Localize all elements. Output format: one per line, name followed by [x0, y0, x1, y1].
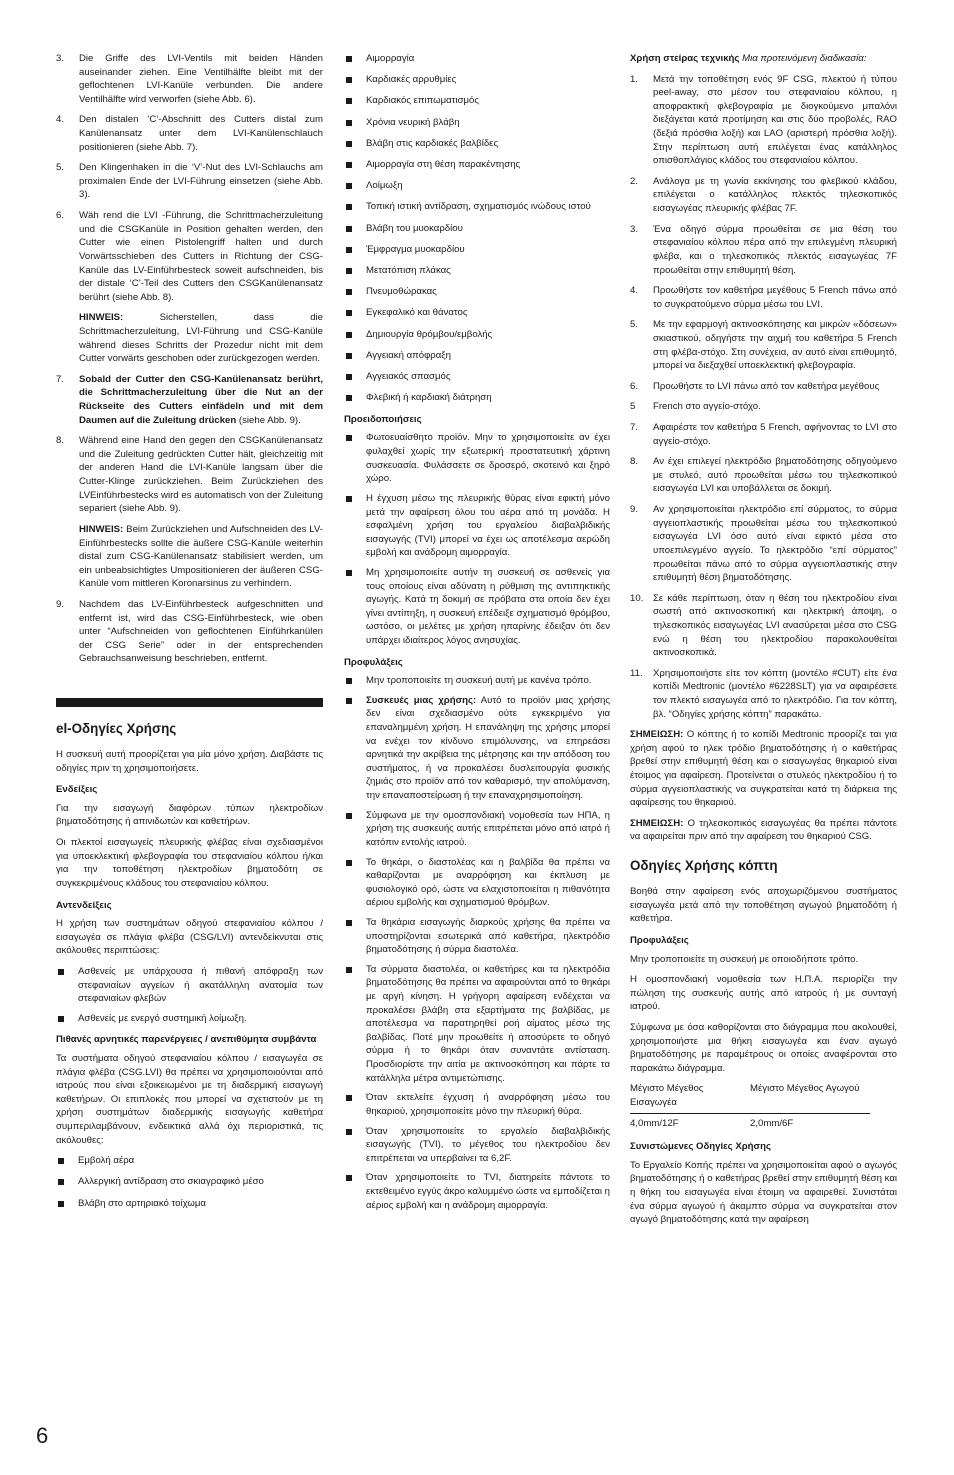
list-item: 2. Ανάλογα με τη γωνία εκκίνησης του φλεβικού κλάδου, επιλέγεται ο κατάλληλος πλεκτός τηλεσκοπικός εισαγωγέας πλευρικής φλέβας 7F.	[630, 175, 897, 215]
list-item: Φλεβική ή καρδιακή διάτρηση	[344, 391, 610, 405]
page-number: 6	[36, 1423, 49, 1448]
list-item: 9. Nachdem das LV-Einführbesteck aufgeschnitten und entfernt ist, wird das CSG-Einführbesteck, wie oben unter “Aufschneiden von geflochtenen Einführkanülen der CSG Serie” oder in der entsprechenden Gebrauchsanweisung beschrieben, entfernt.	[56, 598, 323, 665]
list-item: Το θηκάρι, ο διαστολέας και η βαλβίδα θα πρέπει να καθαρίζονται με αναρρόφηση και έκπλυση με φυσιολογικό ορό, ώστε να ελαχιστοποιείται η πιθανότητα αέριου εμβολής και σχηματισμού θρόμβων.	[344, 856, 610, 910]
intro-text: Η συσκευή αυτή προορίζεται για μία μόνο χρήση. Διαβάστε τις οδηγίες πριν τη χρησιμοποιήσετε.	[56, 749, 323, 774]
indications-text-2: Οι πλεκτοί εισαγωγείς πλευρικής φλέβας είναι σχεδιασμένοι για υποεκλεκτική φλεβογραφία του στεφανιαίου κόλπου ή/και για την τοποθέτηση ηλεκτροδίων βηματοδότη σε συγκεκριμένους κλάδους του στεφανιαίου κόλπου.	[56, 837, 323, 889]
list-item: Ασθενείς με ενεργό συστημική λοίμωξη.	[56, 1012, 323, 1026]
list-item: 9. Αν χρησιμοποιείται ηλεκτρόδιο επί σύρματος, το σύρμα αγγειοπλαστικής προωθείται μέσω του τηλεσκοπικού εισαγωγέα LVI όσο αυτό είναι εφικτό μέσα στο υποεπιλεγμένο αγγείο. Το ηλεκτρόδιο “επί σύρματος” προωθείται πάνω από το σύρμα αγγειοπλαστικής στην επιθυμητή θέση βηματοδότησης.	[630, 504, 897, 584]
indications-text: Για την εισαγωγή διαφόρων τύπων ηλεκτροδίων βηματοδότησης ή απινιδωτών και καθετήρων.	[56, 802, 323, 828]
list-item: 3. Ένα οδηγό σύρμα προωθείται σε μια θέση του στεφανιαίου κόλπου πέρα από την επιλεγμένη πλευρική φλέβα, και ο τηλεσκοπικός πλεκτός εισαγωγέας 7F προωθείται στην επιθυμητή θέση.	[630, 223, 897, 276]
indications-heading: Ενδείξεις	[56, 784, 98, 796]
list-item: 5. Με την εφαρμογή ακτινοσκόπησης και μικρών «δόσεων» σκιαστικού, οδηγήστε την αιχμή του καθετήρα 5 French στη φλέβα-στόχο. Στη συνέχεια, αν αυτό είναι επιθυμητό, μπορεί να διεξαχθεί υποεκλεκτική φλεβογραφία.	[630, 319, 897, 372]
list-item: Η έγχυση μέσω της πλευρικής θύρας είναι εφικτή μόνο μετά την αφαίρεση όλου του αέρα από τη μονάδα. Η εσφαλμένη χρήση του εργαλείου διαβαλβιδικής εισαγωγής (TVI) μπορεί να έχει ως αποτέλεσμα αερώδη εμβολή και ανάδρομη αιμορραγία.	[344, 492, 610, 560]
warnings-heading: Προειδοποιήσεις	[344, 413, 422, 425]
list-item: 5. Den Klingenhaken in die ‘V’-Nut des LVI-Schlauchs am proximalen Ende der LVI-Führung einsetzen (siehe Abb. 3).	[56, 162, 323, 201]
list-item: Όταν χρησιμοποιείτε το TVI, διατηρείτε πάντοτε το εκτεθειμένο εγγύς άκρο καλυμμένο ώστε να εμποδίζεται η αέριος εμβολή και η ανάδρομη αιμορραγία.	[344, 1171, 610, 1212]
recommended-instructions-heading: Συνιστώμενες Οδηγίες Χρήσης	[630, 1141, 771, 1153]
list-item: Μην τροποποιείτε τη συσκευή αυτή με κανένα τρόπο.	[344, 674, 610, 688]
adverse-effects-text: Τα συστήματα οδηγού στεφανιαίου κόλπου / εισαγωγέα σε πλάγια φλέβα (CSG.LVI) θα πρέπει να χρησιμοποιούνται από ιατρούς που είναι εξοικειωμένοι με τη διαδερμική εισαγωγή καθετήρων. Οι επιπλοκές που μπορεί να σχετιστούν με τη χρήση συστημάτων διαδερμικής εισαγωγής καθετήρα συμπεριλαμβάνουν, ενδεικτικά αλλά όχι περιοριστικά, τις ακόλουθες:	[56, 1052, 323, 1146]
table-header-cell: Μέγιστο Μέγεθος Αγωγού	[750, 1082, 870, 1113]
column-right	[630, 52, 897, 1234]
list-item: Βλάβη στις καρδιακές βαλβίδες	[344, 137, 610, 151]
contraindications-list	[56, 965, 323, 1025]
cutter-intro: Βοηθά στην αφαίρεση ενός αποχωριζόμενου συστήματος εισαγωγέα μετά από την τοποθέτηση αγωγού βηματοδότη ή καθετήρα.	[630, 886, 897, 925]
note-hinweis-1: HINWEIS: Sicherstellen, dass die Schrittmacherzuleitung, LVI-Führung und CSG-Kanüle während dieses Schritts der Prozedur nicht mit dem Cutter vorwärts geschoben oder zurückgezogen werden.	[79, 312, 323, 365]
list-item: 4. Den distalen ‘C’-Abschnitt des Cutters distal zum Kanülenansatz unter dem LVI-Kanülenschlauch positionieren (siehe Abb. 7).	[56, 114, 323, 153]
precautions-heading: Προφυλάξεις	[344, 656, 403, 668]
recommended-instructions-text: Το Εργαλείο Κοπής πρέπει να χρησιμοποιείται αφού ο αγωγός βηματοδότησης ή ο καθετήρας βρεθεί στην επιθυμητή θέση και η θήκη του εισαγωγέα είναι έτοιμη να αφαιρεθεί. Συνιστάται ένα σύρμα αγωγού ή άκαμπτο σύρμα να συγκρατείται στον αγωγό βηματοδότησης κατά την αφαίρεση	[630, 1159, 897, 1226]
list-item: 11. Χρησιμοποιήστε είτε τον κόπτη (μοντέλο #CUT) είτε ένα κοπίδι Medtronic (μοντέλο #6228SLT) για να αφαιρέσετε τον πλεκτό εισαγωγέα από το ηλεκτρόδιο. Για τον κόπτη, βλ. “Οδηγίες χρήσης κόπτη” παρακάτω.	[630, 667, 897, 720]
note-1: ΣΗΜΕΙΩΣΗ: Ο κόπτης ή το κοπίδι Medtronic προορίζε ται για χρήση αφού το ηλεκ τρόδιο βηματοδότησης ή ο καθετήρας βρεθεί στην επιθυμητή θέση και ο εισαγωγέας θηκαριού είναι έτοιμος για αφαίρεση. Προτείνεται ο στυλεός ηλεκτροδίου ή το σύρμα αγγειοπλαστικής να συγκρατείται κατά τη διάρκεια της αφαίρεσης του θηκαριού.	[630, 729, 897, 809]
table-cell: 4,0mm/12F	[630, 1117, 679, 1129]
list-item: Καρδιακές αρρυθμίες	[344, 73, 610, 87]
list-item: 10. Σε κάθε περίπτωση, όταν η θέση του ηλεκτροδίου είναι σωστή από ακτινοσκοπική και ηλεκτρική άποψη, ο τηλεσκοπικός εισαγωγέας LVI ανασύρεται μέσα στο CSG ενώ η θέση του ηλεκτροδίου παρακολουθείται ακτινοσκοπικά.	[630, 592, 897, 659]
contraindications-text: Η χρήση των συστημάτων οδηγού στεφανιαίου κόλπου / εισαγωγέα σε πλάγια φλέβα (CSG/LVI) αντενδείκνυται στις ακόλουθες περιπτώσεις:	[56, 918, 323, 957]
list-item: Εμβολή αέρα	[56, 1154, 323, 1168]
list-item: Βλάβη στο αρτηριακό τοίχωμα	[56, 1197, 323, 1211]
precautions-list-continued	[344, 809, 610, 1212]
list-item: Ασθενείς με υπάρχουσα ή πιθανή απόφραξη των στεφανιαίων αγγείων ή ακατάλληλη ανατομία των στεφανιαίων φλεβών	[56, 965, 323, 1006]
size-table	[630, 1082, 870, 1132]
column-middle	[344, 52, 610, 1218]
list-item: Τα θηκάρια εισαγωγής διαρκούς χρήσης θα πρέπει να υποστηρίζονται εσωτερικά από καθετήρα, ηλεκτρόδιο βηματοδότησης ή σύρμα διαστολέα.	[344, 916, 610, 957]
section-title: el-Οδηγίες Χρήσης	[56, 720, 177, 736]
list-item: 6. Wäh rend die LVI -Führung, die Schrittmacherzuleitung und die CSGKanüle in Position gehalten werden, den Cutter wie einen Pistolengriff halten und durch Vorwärtsschieben des Cutters in Richtung der CSG-Kanüle das LV-Einführbesteck soweit aufschneiden, bis der distale ‘C’-Teil des Cutters den CSGKanülenansatz berührt (siehe Abb. 8).	[56, 210, 323, 303]
adverse-effects-list-continued	[344, 52, 610, 405]
warnings-list	[344, 431, 610, 647]
cutter-precautions-heading: Προφυλάξεις	[630, 934, 689, 946]
list-item: Όταν χρησιμοποιείτε το εργαλείο διαβαλβιδικής εισαγωγής (TVI), το μέγεθος του ηλεκτροδίου δεν επιτρέπεται να υπερβαίνει τα 6,2F.	[344, 1125, 610, 1166]
cutter-section-title: Οδηγίες Χρήσης κόπτη	[630, 858, 778, 874]
list-item: Τοπική ιστική αντίδραση, σχηματισμός ινώδους ιστού	[344, 200, 610, 214]
list-item: Εγκεφαλικό και θάνατος	[344, 306, 610, 320]
list-item: Δημιουργία θρόμβου/εμβολής	[344, 328, 610, 342]
list-item: Αιμορραγία	[344, 52, 610, 66]
contraindications-heading: Αντενδείξεις	[56, 899, 112, 911]
table-header-cell: Μέγιστο Μέγεθος Εισαγωγέα	[630, 1082, 750, 1113]
procedure-steps-list	[630, 73, 897, 722]
list-item: Σύμφωνα με την ομοσπονδιακή νομοθεσία των ΗΠΑ, η χρήση της συσκευής αυτής επιτρέπεται μόνο από ιατρό ή κατόπιν εντολής ιατρού.	[344, 809, 610, 850]
table-row	[630, 1113, 870, 1132]
note-hinweis-2: HINWEIS: Beim Zurückziehen und Aufschneiden des LV-Einführbestecks sollte die äußere CSG-Kanüle weiterhin distal zum CSG-Kanülenansatz stabilisiert werden, um ein unbeabsichtigtes Umpositionieren der äußeren CSG-Kanüle vom mittleren Koronarsinus zu verhindern.	[79, 523, 323, 590]
list-item: Όταν εκτελείτε έγχυση ή αναρρόφηση μέσω του θηκαριού, χρησιμοποιείτε μόνο την πλευρική θύρα.	[344, 1091, 610, 1118]
adverse-effects-heading: Πιθανές αρνητικές παρενέργειες / ανεπιθύμητα συμβάντα	[56, 1034, 317, 1046]
list-item: Αγγειακή απόφραξη	[344, 349, 610, 363]
procedure-heading: Χρήση στείρας τεχνικής Μια προτεινόμενη διαδικασία:	[630, 53, 867, 64]
precautions-list	[344, 674, 610, 802]
list-item: Αλλεργική αντίδραση στο σκιαγραφικό μέσο	[56, 1175, 323, 1189]
list-item: Βλάβη του μυοκαρδίου	[344, 222, 610, 236]
list-item: Καρδιακός επιπωματισμός	[344, 94, 610, 108]
cutter-precaution-1: Μην τροποποιείτε τη συσκευή με οποιοδήποτε τρόπο.	[630, 953, 859, 965]
list-item: Λοίμωξη	[344, 179, 610, 193]
table-header-row	[630, 1082, 870, 1113]
table-cell: 2,0mm/6F	[750, 1117, 794, 1129]
list-item: Μη χρησιμοποιείτε αυτήν τη συσκευή σε ασθενείς για τους οποίους είναι αδύνατη η ρύθμιση της αντιπηκτικής αγωγής. Κατά τη δοκιμή σε πρόβατα στα οποία δεν έχει γίνει αντίπηξη, η συσκευή επέδειξε σχηματισμό θρόμβου, ωστόσο, οι μελέτες με χρήση ηπαρίνης έδειξαν ότι δεν υπάρχει ιδιαίτερος λόγος ανησυχίας.	[344, 566, 610, 648]
column-left	[56, 52, 323, 1218]
list-item: 8. Während eine Hand den gegen den CSGKanülenansatz und die Zuleitung gedrückten Cutter hält, gleichzeitig mit der anderen Hand die LVI-Kanüle langsam über die Cutter-Klinge zurückziehen. Beim Zurückziehen des LVEinführbestecks wird es automatisch von der Zuleitung separiert (siehe Abb. 9).	[56, 435, 323, 515]
list-item: 7. Sobald der Cutter den CSG-Kanülenansatz berührt, die Schrittmacherzuleitung über die Nut an der Rückseite des Cutters einfädeln und mit dem Daumen auf die Zuleitung drücken (siehe Abb. 9).	[56, 373, 323, 426]
note-2: ΣΗΜΕΙΩΣΗ: Ο τηλεσκοπικός εισαγωγέας θα πρέπει πάντοτε να αφαιρείται πριν από την αφαίρεση του θηκαριού CSG.	[630, 817, 897, 843]
german-steps-list	[56, 52, 323, 304]
list-item: 5 French στο αγγείο-στόχο.	[630, 401, 761, 413]
german-steps-list-2	[56, 373, 323, 516]
list-item: 6. Προωθήστε το LVI πάνω από τον καθετήρα μεγέθους	[630, 380, 880, 392]
adverse-effects-list	[56, 1154, 323, 1210]
list-item: 3. Die Griffe des LVI-Ventils mit beiden Händen auseinander ziehen. Eine Ventilhälfte bleibt mit der geflochtenen LVI-Kanüle verbunden. Die andere Ventilhälfte wird verworfen (siehe Abb. 6).	[56, 53, 323, 105]
list-item: 4. Προωθήστε τον καθετήρα μεγέθους 5 French πάνω από το συγκρατούμενο σύρμα μέσω του LVI.	[630, 285, 897, 310]
list-item: Έμφραγμα μυοκαρδίου	[344, 243, 610, 257]
list-item: Χρόνια νευρική βλάβη	[344, 116, 610, 130]
list-item: Τα σύρματα διαστολέα, οι καθετήρες και τα ηλεκτρόδια βηματοδότησης θα πρέπει να αφαιρούνται από το θηκάρι με αργή κίνηση. Η γρήγορη αφαίρεση ενδέχεται να προκαλέσει βλάβη στα εξαρτήματα της βαλβίδας, με αποτέλεσμα να παρατηρηθεί ροή αίματος μέσω της βαλβίδας. Ποτέ μην προωθείτε ή αποσύρετε το οδηγό σύρμα ή το θηκάρι όταν συναντάτε αντίσταση. Προσδιορίστε την αιτία με ακτινοσκόπηση και πάρτε τα κατάλληλα μέτρα αντιμετώπισης.	[344, 963, 610, 1085]
list-item: Μετατόπιση πλάκας	[344, 264, 610, 278]
list-item: Αιμορραγία στη θέση παρακέντησης	[344, 158, 610, 172]
cutter-precaution-2: Η ομοσπονδιακή νομοθεσία των Η.Π.Α. περιορίζει την πώληση της συσκευής αυτής από ιατρούς ή με συνταγή ιατρού.	[630, 974, 897, 1013]
list-item: Συσκευές μιας χρήσης: Αυτό το προϊόν μιας χρήσης δεν είναι σχεδιασμένο ούτε εγκεκριμένο για επαναλημμένη χρήση. Η επανάληψη της χρήσης μπορεί να ενέχει τον κίνδυνο επιμόλυνσης, να επηρεάσει αρνητικά την ακρίβεια της μέτρησης και την απόδοση του συστήματος, ή να προκαλέσει δυσλειτουργία φυσικής ζημιάς στο προϊόν από τον καθαρισμό, την απολύμανση, την επαναποστείρωση ή την επαναχρησιμοποίηση.	[344, 694, 610, 803]
list-item: 7. Αφαιρέστε τον καθετήρα 5 French, αφήνοντας το LVI στο αγγείο-στόχο.	[630, 422, 897, 447]
list-item: Πνευμοθώρακας	[344, 285, 610, 299]
list-item: Αγγειακός σπασμός	[344, 370, 610, 384]
section-divider	[56, 698, 323, 707]
cutter-precaution-3: Σύμφωνα με όσα καθορίζονται στο διάγραμμα που ακολουθεί, χρησιμοποιήστε μια θήκη εισαγωγέα και έναν αγωγό βηματοδότησης με παραμέτρους οι οποίες αναφέρονται στο παρακάτω διάγραμμα.	[630, 1021, 897, 1074]
list-item: 8. Αν έχει επιλεγεί ηλεκτρόδιο βηματοδότησης οδηγούμενο με στυλεό, αυτό προωθείται μέσω του τηλεσκοπικού εισαγωγέα LVI και υποβάλλεται σε δοκιμή.	[630, 456, 897, 495]
list-item: Φωτοευαίσθητο προϊόν. Μην το χρησιμοποιείτε αν έχει φυλαχθεί χωρίς την εξωτερική προστατευτική χάρτινη συσκευασία. Φυλάσσετε σε δροσερό, σκοτεινό και ξηρό χώρο.	[344, 431, 610, 485]
list-item: 1. Μετά την τοποθέτηση ενός 9F CSG, πλεκτού ή τύπου peel-away, στο μέσον του στεφανιαίου κόλπου, η αποφρακτική φλεβογραφία με διογκούμενο μπαλόνι διεξάγεται κατά προτίμηση και στις δύο προβολές, RAO (δεξιά πρόσθια λοξή) και LAO (αριστερή πρόσθια λοξή). Στην περίπτωση αυτή επιλέγεται ένας κατάλληλος οπισθοπλάγιος κλάδος του στεφανιαίου κόλπου.	[630, 73, 897, 167]
german-steps-list-3	[56, 598, 323, 666]
